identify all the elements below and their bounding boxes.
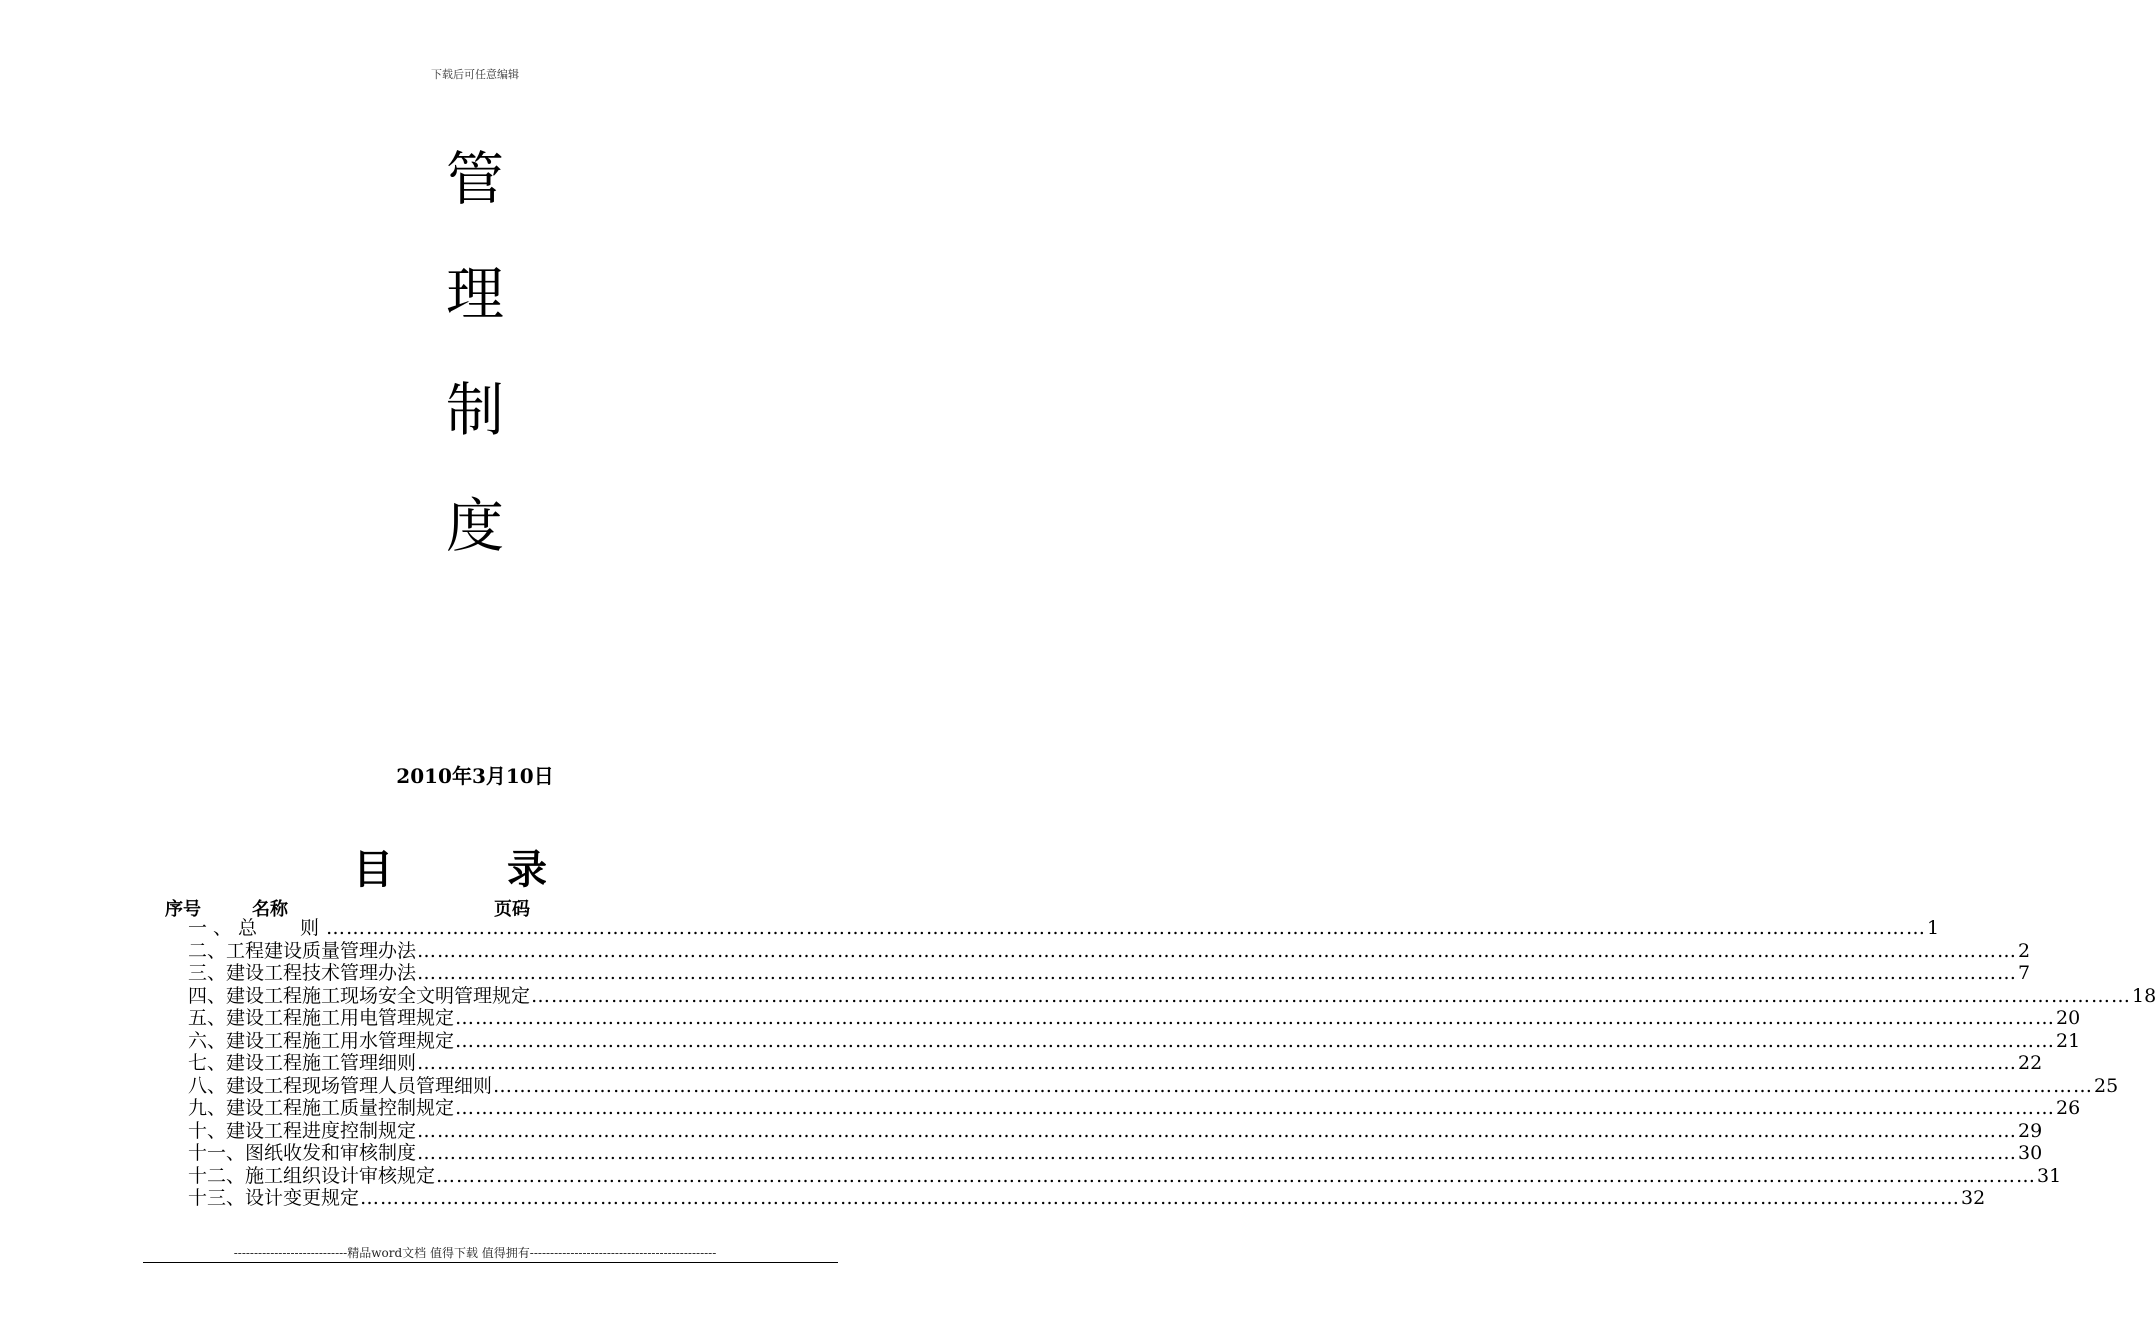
toc-entry-label: 六、建设工程施工用水管理规定 [188,1029,455,1052]
toc-leader-dots: …………………………………………………………………………………………………………………………………………………………………………………………………………………… [455,1097,2056,1119]
toc-entry [188,1142,2043,1165]
toc-entry-label: 五、建设工程施工用电管理规定 [188,1007,455,1029]
toc-entry-label: 十三、设计变更规定 [188,1187,360,1209]
toc-entry [188,962,2031,985]
toc-entry-label: 三、建设工程技术管理办法 [188,962,417,984]
title-char-1: 管 [445,145,504,213]
toc-entry-label: 七、建设工程施工管理细则 [188,1052,417,1074]
footer-note: ----------------------------精品word文档 值得下载 值得拥有---------------------------------------------- [233,1246,717,1260]
toc-header-page: 页码 [494,899,530,920]
toc-header-name: 名称 [252,899,288,920]
toc-leader-dots: …………………………………………………………………………………………………………………………………………………………………………………………………………………… [455,1007,2056,1029]
toc-leader-dots: …………………………………………………………………………………………………………………………………………………………………………………………………………………… [417,939,2018,962]
toc-header-row [0,895,950,920]
toc-entry [188,1119,2043,1143]
toc-leader-dots: …………………………………………………………………………………………………………………………………………………………………………………………………………………… [417,1052,2018,1074]
toc-entry-page: 21 [2056,1029,2081,1052]
title-char-2: 理 [445,260,504,328]
document-date: 2010年3月10日 [396,764,554,788]
toc-entry [188,917,1940,940]
toc-entry [188,1187,1986,1210]
toc-leader-dots: …………………………………………………………………………………………………………………………………………………………………………………………………………………… [417,1119,2018,1142]
footer-divider [143,1262,838,1263]
toc-entry-page: 29 [2018,1119,2043,1142]
toc-entry-page: 18 [2132,984,2156,1007]
toc-entry-label: 一、总 则 [188,917,326,939]
toc-entry-page: 32 [1961,1187,1986,1209]
toc-leader-dots: …………………………………………………………………………………………………………………………………………………………………………………………………………………… [326,917,1927,939]
toc-leader-dots: …………………………………………………………………………………………………………………………………………………………………………………………………………………… [436,1164,2037,1187]
toc-entry-page: 25 [2094,1074,2119,1097]
toc-leader-dots: …………………………………………………………………………………………………………………………………………………………………………………………………………………… [360,1187,1961,1209]
toc-entry-page: 22 [2018,1052,2043,1074]
toc-leader-dots: …………………………………………………………………………………………………………………………………………………………………………………………………………………… [531,984,2132,1007]
toc-entry-page: 26 [2056,1097,2081,1119]
title-char-4: 度 [445,492,504,560]
toc-entry-label: 四、建设工程施工现场安全文明管理规定 [188,984,531,1007]
toc-entry-label: 八、建设工程现场管理人员管理细则 [188,1074,493,1097]
toc-entry-label: 十、建设工程进度控制规定 [188,1119,417,1142]
table-of-contents [188,917,2156,1210]
toc-title: 目 录 [353,847,597,893]
toc-entry [188,1007,2081,1030]
header-note: 下载后可任意编辑 [431,68,519,81]
toc-entry-label: 十二、施工组织设计审核规定 [188,1164,436,1187]
toc-leader-dots: …………………………………………………………………………………………………………………………………………………………………………………………………………………… [417,1142,2018,1164]
toc-entry [188,1074,2119,1098]
toc-leader-dots: …………………………………………………………………………………………………………………………………………………………………………………………………………………… [493,1074,2094,1097]
toc-entry [188,984,2156,1008]
toc-leader-dots: …………………………………………………………………………………………………………………………………………………………………………………………………………………… [455,1029,2056,1052]
toc-entry [188,1029,2081,1053]
toc-entry-page: 20 [2056,1007,2081,1029]
title-char-3: 制 [445,376,504,444]
toc-entry-page: 1 [1927,917,1940,939]
toc-entry [188,1164,2062,1188]
toc-leader-dots: …………………………………………………………………………………………………………………………………………………………………………………………………………………… [417,962,2018,984]
toc-entry [188,939,2031,963]
toc-entry-page: 7 [2018,962,2031,984]
toc-entry-page: 31 [2037,1164,2062,1187]
toc-header-number: 序号 [165,899,201,920]
toc-entry-label: 九、建设工程施工质量控制规定 [188,1097,455,1119]
toc-entry-label: 二、工程建设质量管理办法 [188,939,417,962]
toc-entry [188,1097,2081,1120]
toc-entry-label: 十一、图纸收发和审核制度 [188,1142,417,1164]
toc-entry-page: 2 [2018,939,2031,962]
toc-entry-page: 30 [2018,1142,2043,1164]
toc-entry [188,1052,2043,1075]
